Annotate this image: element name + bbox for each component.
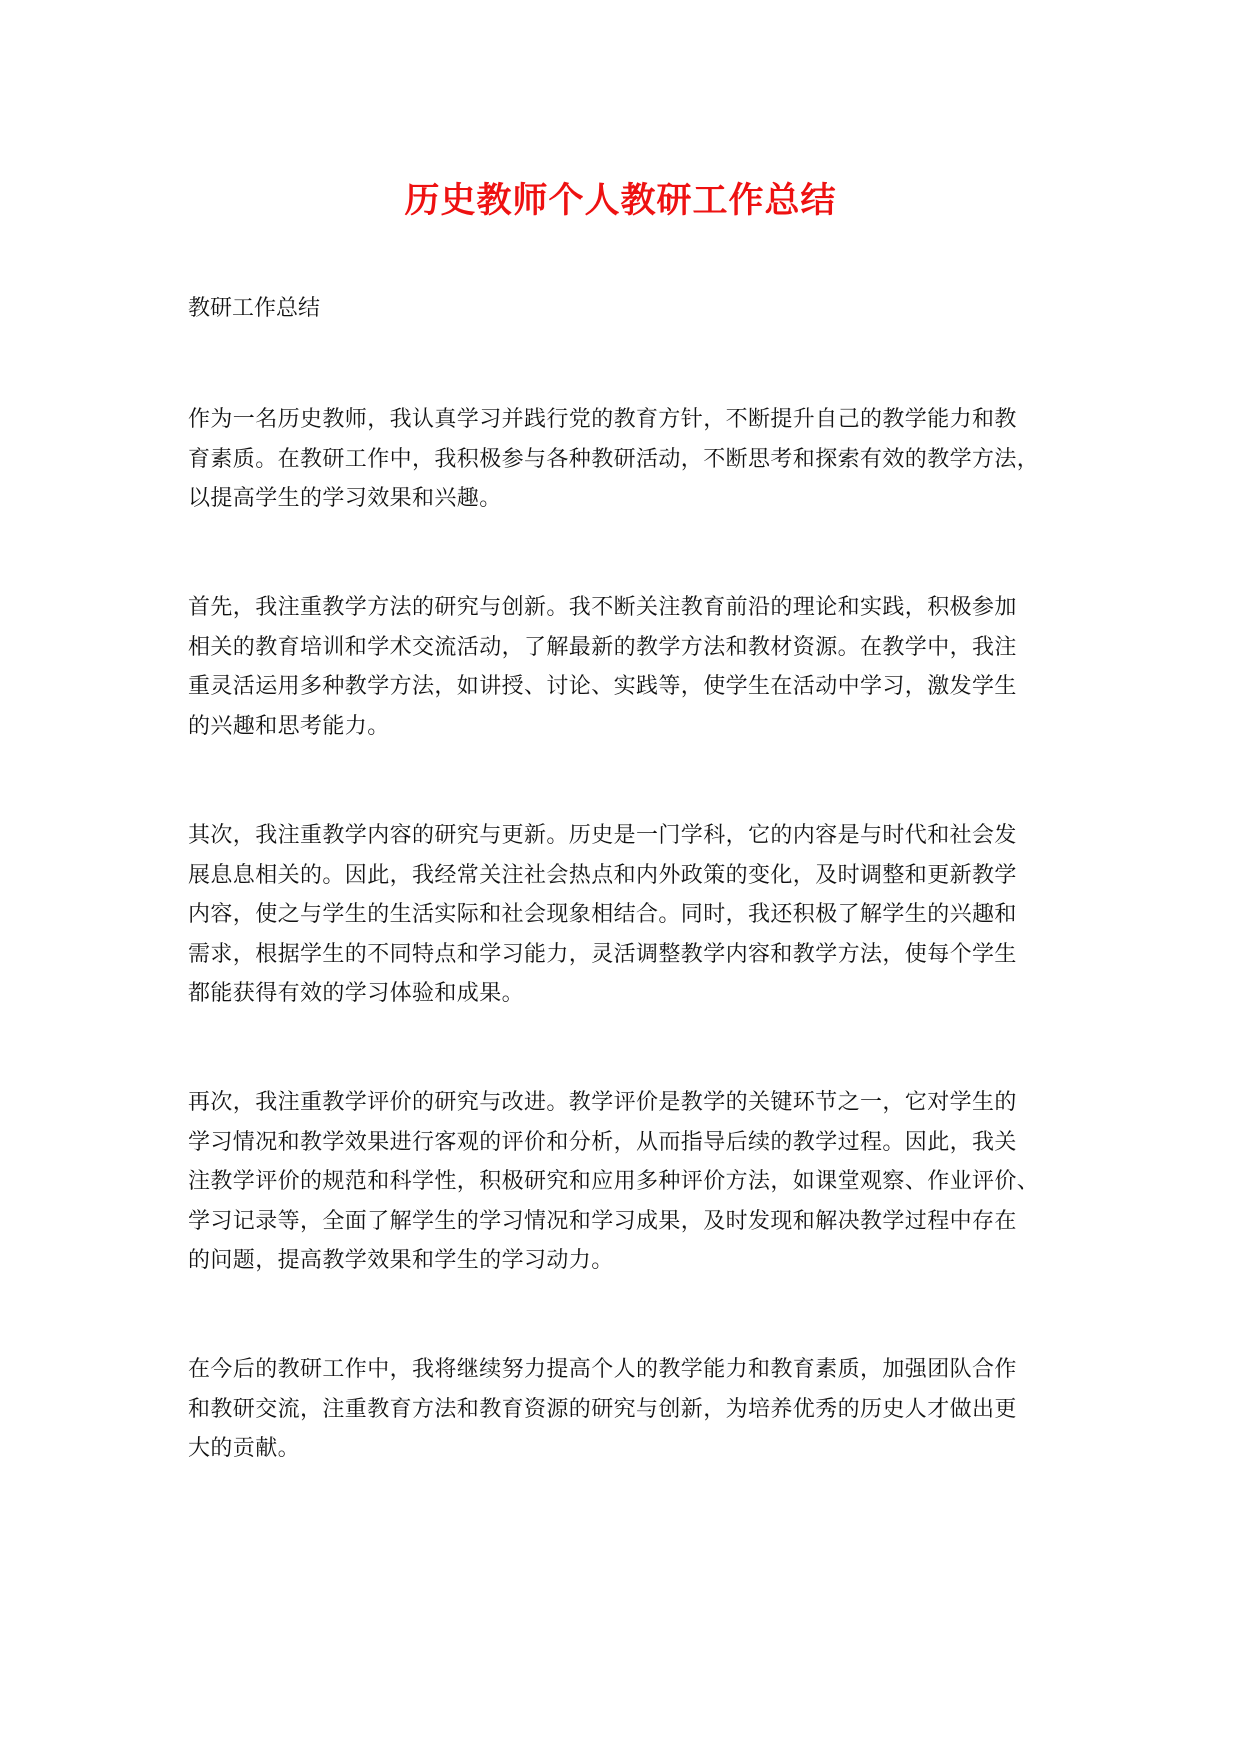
paragraph-line: 都能获得有效的学习体验和成果。 — [188, 981, 525, 1006]
paragraph-line: 育素质。在教研工作中，我积极参与各种教研活动，不断思考和探索有效的教学方法， — [188, 446, 1040, 472]
paragraph-teaching-content — [188, 816, 1068, 1014]
paragraph-teaching-evaluation — [188, 1083, 1068, 1281]
paragraph-line: 作为一名历史教师，我认真学习并践行党的教育方针，不断提升自己的教学能力和教 — [188, 407, 1017, 432]
paragraph-intro — [188, 400, 1068, 519]
paragraph-line: 以提高学生的学习效果和兴趣。 — [188, 486, 502, 511]
paragraph-line: 再次，我注重教学评价的研究与改进。教学评价是教学的关键环节之一，它对学生的 — [188, 1090, 1017, 1115]
paragraph-line: 内容，使之与学生的生活实际和社会现象相结合。同时，我还积极了解学生的兴趣和 — [188, 902, 1017, 927]
paragraph-line: 需求，根据学生的不同特点和学习能力，灵活调整教学内容和教学方法，使每个学生 — [188, 941, 1017, 967]
paragraph-line: 其次，我注重教学内容的研究与更新。历史是一门学科，它的内容是与时代和社会发 — [188, 823, 1017, 848]
document-title: 历史教师个人教研工作总结 — [404, 181, 837, 221]
paragraph-line: 的兴趣和思考能力。 — [188, 713, 390, 739]
paragraph-line: 注教学评价的规范和科学性，积极研究和应用多种评价方法，如课堂观察、作业评价、 — [188, 1169, 1040, 1194]
paragraph-line: 大的贡献。 — [188, 1436, 301, 1461]
paragraph-line: 重灵活运用多种教学方法，如讲授、讨论、实践等，使学生在活动中学习，激发学生 — [188, 674, 1017, 699]
paragraph-line: 相关的教育培训和学术交流活动，了解最新的教学方法和教材资源。在教学中，我注 — [188, 634, 1017, 660]
paragraph-line: 学习情况和教学效果进行客观的评价和分析，从而指导后续的教学过程。因此，我关 — [188, 1129, 1017, 1155]
paragraph-line: 和教研交流，注重教育方法和教育资源的研究与创新，为培养优秀的历史人才做出更 — [188, 1396, 1017, 1422]
paragraph-line: 学习记录等，全面了解学生的学习情况和学习成果，及时发现和解决教学过程中存在 — [188, 1208, 1017, 1234]
paragraph-line: 在今后的教研工作中，我将继续努力提高个人的教学能力和教育素质，加强团队合作 — [188, 1357, 1017, 1382]
paragraph-teaching-methods — [188, 588, 1068, 746]
paragraph-line: 展息息相关的。因此，我经常关注社会热点和内外政策的变化，及时调整和更新教学 — [188, 862, 1017, 888]
paragraph-line: 首先，我注重教学方法的研究与创新。我不断关注教育前沿的理论和实践，积极参加 — [188, 595, 1017, 620]
paragraph-conclusion — [188, 1350, 1068, 1469]
paragraph-line: 的问题，提高教学效果和学生的学习动力。 — [188, 1248, 614, 1273]
document-subheading: 教研工作总结 — [188, 296, 321, 321]
